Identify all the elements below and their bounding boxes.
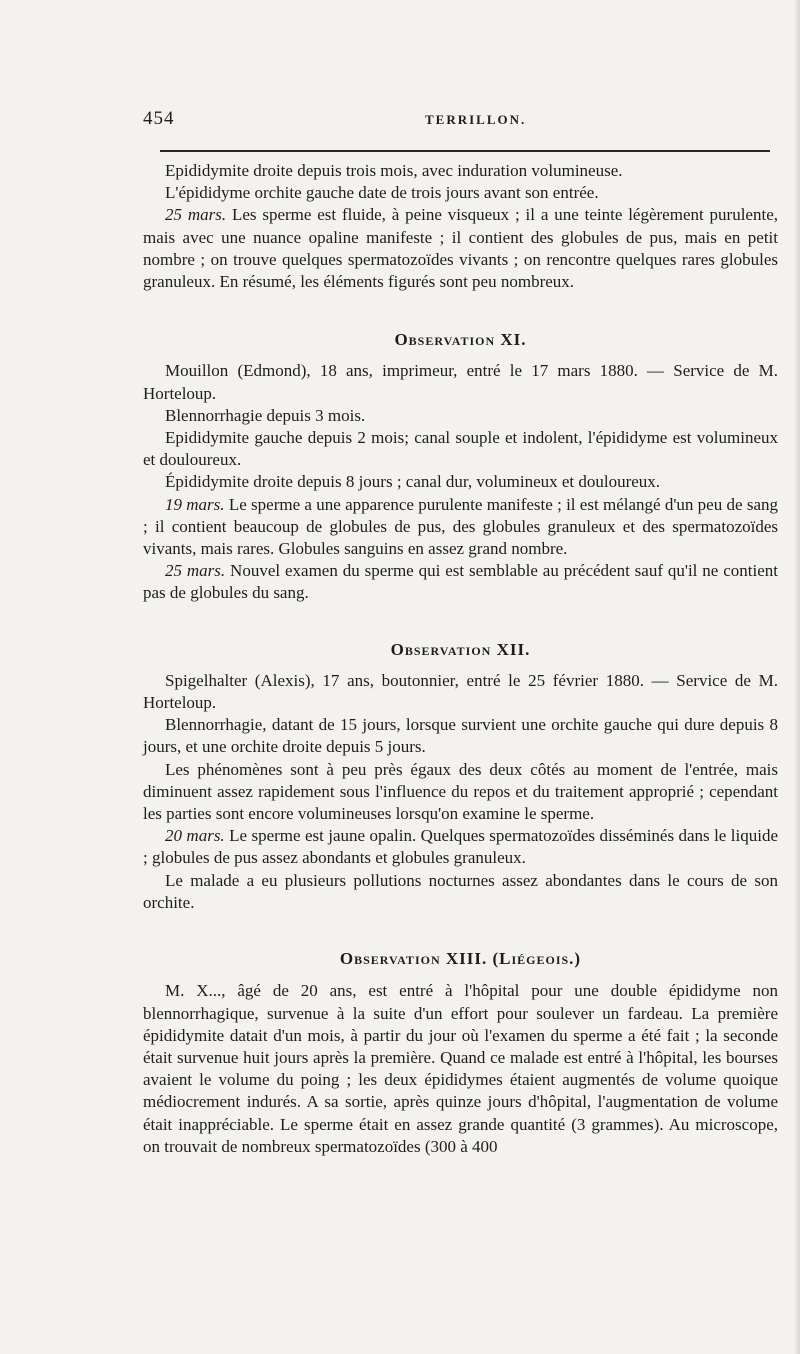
page-number: 454 xyxy=(143,108,175,129)
intro-paragraph-2: L'épididyme orchite gauche date de trois jours avant son entrée. xyxy=(165,183,599,203)
obs11-paragraph-6 xyxy=(143,560,778,604)
observation-xiii-heading: Observation XIII. (Liégeois.) xyxy=(339,949,582,969)
date-label: 25 mars. xyxy=(165,205,227,225)
obs12-paragraph-1: Spigelhalter (Alexis), 17 ans, boutonnier, entré le 25 février 1880. — Service de M. Horteloup. xyxy=(143,670,778,713)
date-label: 19 mars. xyxy=(165,494,225,514)
page-body xyxy=(143,160,778,1158)
obs11-paragraph-1: Mouillon (Edmond), 18 ans, imprimeur, entré le 17 mars 1880. — Service de M. Horteloup. xyxy=(143,361,778,403)
obs12-paragraph-4 xyxy=(143,825,778,869)
obs12-paragraph-5: Le malade a eu plusieurs pollutions nocturnes assez abondantes dans le cours de son orchite. xyxy=(143,870,778,912)
obs11-paragraph-2: Blennorrhagie depuis 3 mois. xyxy=(165,405,366,425)
paragraph-text: Le sperme est jaune opalin. Quelques spermatozoïdes disséminés dans le liquide ; globules de pus assez abondants et globules granuleux. xyxy=(143,826,778,868)
page-edge-shadow xyxy=(794,0,800,1354)
date-label: 20 mars. xyxy=(165,826,225,846)
page-header xyxy=(143,108,771,136)
obs11-paragraph-5 xyxy=(143,494,778,561)
obs12-paragraph-3: Les phénomènes sont à peu près égaux des deux côtés au moment de l'entrée, mais diminuent assez rapidement sous l'influence du repos et du traitement approprié ; cependant les parties sont encore volumineuses lorsqu'on examine le sperme. xyxy=(143,759,778,824)
paragraph-text: Nouvel examen du sperme qui est semblable au précédent sauf qu'il ne contient pas de globules du sang. xyxy=(143,561,778,603)
intro-paragraph-1: Epididymite droite depuis trois mois, avec induration volumineuse. xyxy=(165,161,623,180)
observation-xii-heading: Observation XII. xyxy=(390,639,531,659)
date-label: 25 mars. xyxy=(165,561,226,581)
intro-paragraph-3 xyxy=(143,204,778,293)
running-title: TERRILLON. xyxy=(425,112,527,127)
obs12-paragraph-2: Blennorrhagie, datant de 15 jours, lorsque survient une orchite gauche qui dure depuis 8 jours, et une orchite droite depuis 5 jours. xyxy=(143,715,778,757)
header-rule xyxy=(160,150,770,152)
obs11-paragraph-3: Epididymite gauche depuis 2 mois; canal souple et indolent, l'épididyme est volumineux et douloureux. xyxy=(143,428,778,470)
paragraph-text: Les sperme est fluide, à peine visqueux ; il a une teinte légèrement purulente, mais avec une nuance opaline manifeste ; il contient des globules de pus, mais en petit nombre ; on trouve quelques spermatozoïdes vivants ; on rencontre quelques rares globules granuleux. En résumé, les éléments figurés sont peu nombreux. xyxy=(143,205,778,292)
obs13-paragraph-1: M. X..., âgé de 20 ans, est entré à l'hôpital pour une double épididyme non blennorrhagique, survenue à la suite d'un effort pour soulever un fardeau. La première épididymite datait d'un mois, à partir du jour où l'examen du sperme a été fait ; la seconde était survenue huit jours après la première. Quand ce malade est entré à l'hôpital, les bourses avaient le volume du poing ; les deux épididymes étaient augmentés de volume quoique médiocrement indurés. A sa sortie, après quinze jours d'hôpital, l'augmentation de volume était inappréciable. Le sperme était en assez grande quantité (3 grammes). Au microscope, on trouvait de nombreux spermatozoïdes (300 à 400 xyxy=(143,981,778,1156)
paragraph-text: Le sperme a une apparence purulente manifeste ; il est mélangé d'un peu de sang ; il contient beaucoup de globules de pus, des globules granuleux et des spermatozoïdes vivants, mais rares. Globules sanguins en assez grand nombre. xyxy=(143,494,778,559)
obs11-paragraph-4: Épididymite droite depuis 8 jours ; canal dur, volumineux et douloureux. xyxy=(165,472,661,492)
observation-xi-heading: Observation XI. xyxy=(394,330,527,350)
